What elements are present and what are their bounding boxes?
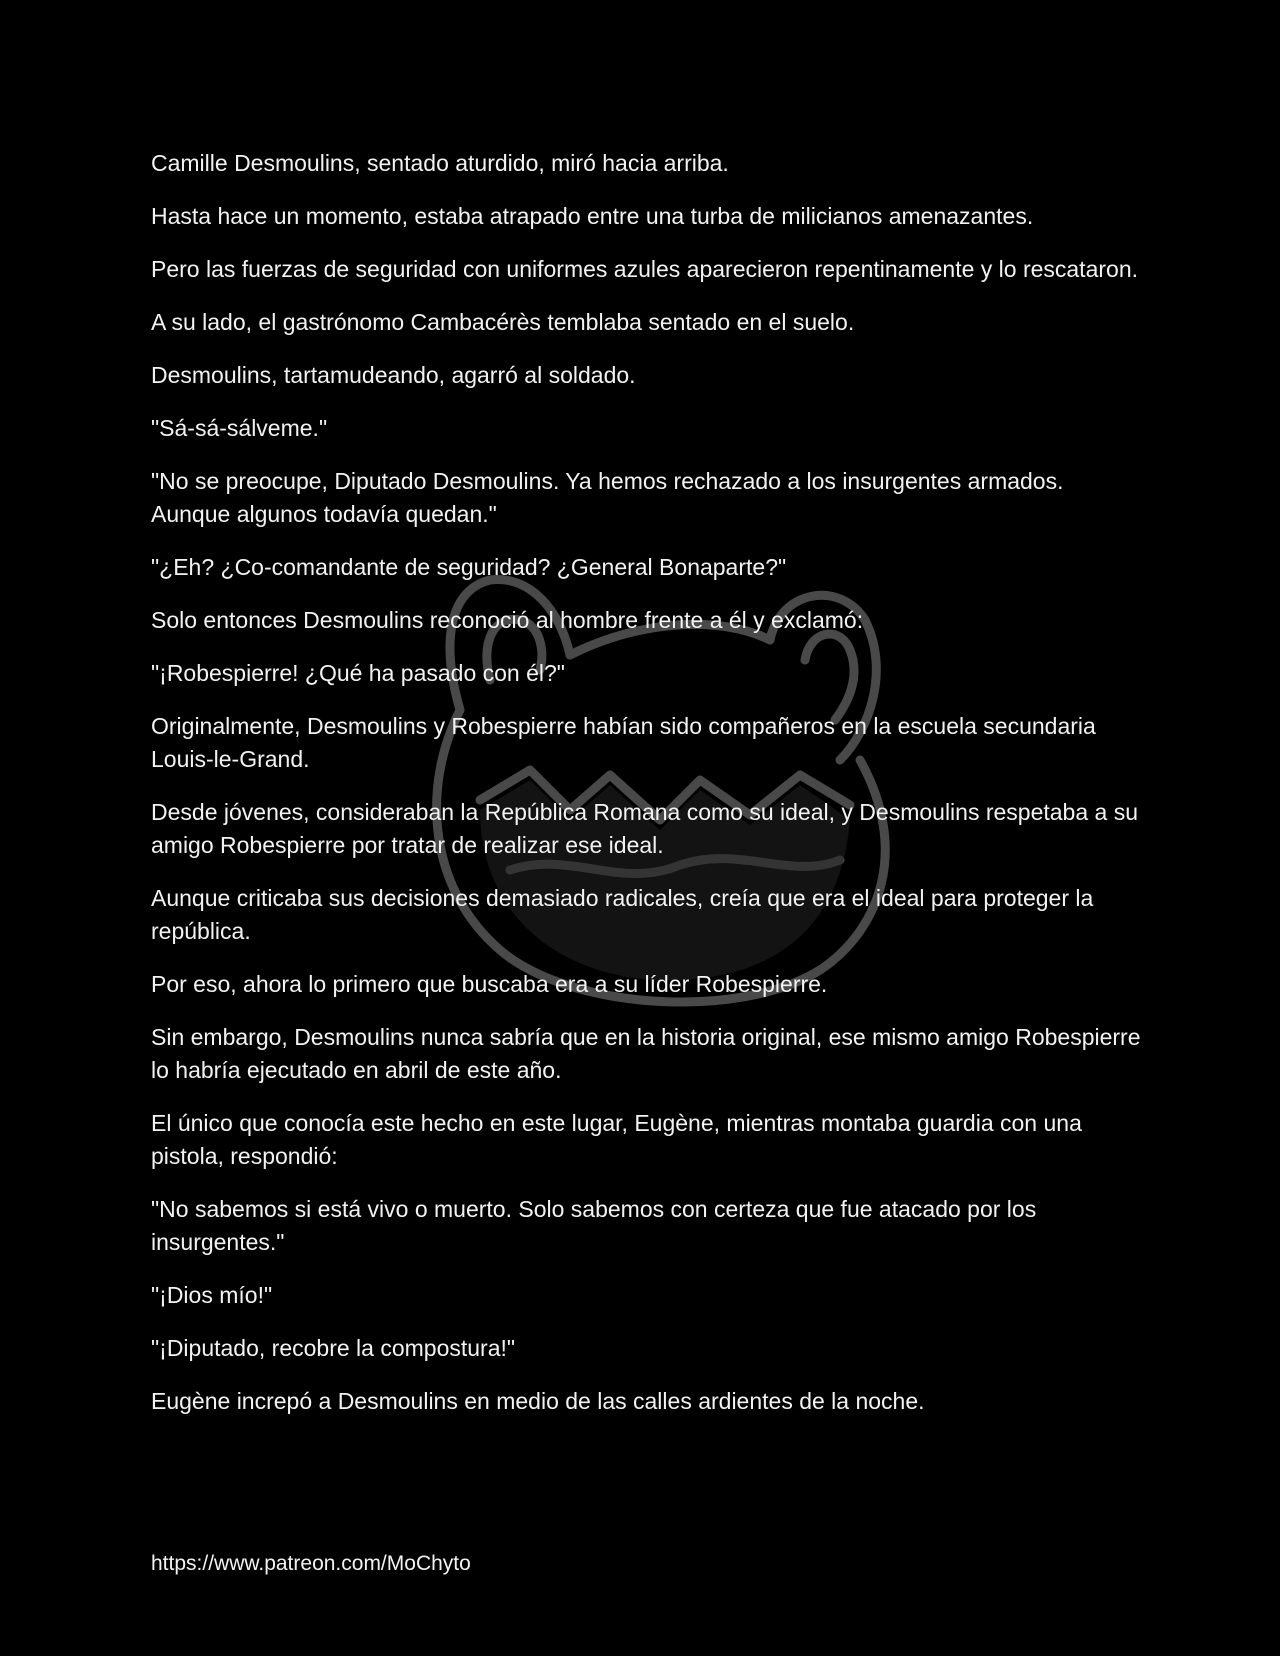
paragraph: Hasta hace un momento, estaba atrapado entre una turba de milicianos amenazantes. (151, 203, 1034, 229)
paragraph: "¿Eh? ¿Co-comandante de seguridad? ¿General Bonaparte?" (151, 554, 787, 580)
paragraph: Eugène increpó a Desmoulins en medio de las calles ardientes de la noche. (151, 1388, 925, 1414)
paragraph: "¡Robespierre! ¿Qué ha pasado con él?" (151, 660, 565, 686)
paragraph: Pero las fuerzas de seguridad con uniformes azules aparecieron repentinamente y lo rescataron. (151, 256, 1139, 282)
paragraph: Solo entonces Desmoulins reconoció al hombre frente a él y exclamó: (151, 607, 864, 633)
paragraph: "¡Dios mío!" (151, 1282, 273, 1308)
patreon-link[interactable]: https://www.patreon.com/MoChyto (151, 1552, 471, 1575)
paragraph: Aunque criticaba sus decisiones demasiado radicales, creía que era el ideal para proteger la república. (151, 885, 1094, 944)
paragraph: "No sabemos si está vivo o muerto. Solo sabemos con certeza que fue atacado por los insurgentes." (151, 1196, 1037, 1255)
paragraph: Camille Desmoulins, sentado aturdido, miró hacia arriba. (151, 150, 729, 176)
paragraph: Desmoulins, tartamudeando, agarró al soldado. (151, 362, 636, 388)
paragraph: Sin embargo, Desmoulins nunca sabría que en la historia original, ese mismo amigo Robespierre lo habría ejecutado en abril de este año. (151, 1024, 1141, 1083)
paragraph: Originalmente, Desmoulins y Robespierre habían sido compañeros en la escuela secundaria Louis-le-Grand. (151, 713, 1096, 772)
paragraph: A su lado, el gastrónomo Cambacérès temblaba sentado en el suelo. (151, 309, 855, 335)
paragraph: "¡Diputado, recobre la compostura!" (151, 1335, 516, 1361)
story-text (151, 147, 1141, 1438)
paragraph: "No se preocupe, Diputado Desmoulins. Ya hemos rechazado a los insurgentes armados. Aunque algunos todavía quedan." (151, 468, 1064, 527)
paragraph: El único que conocía este hecho en este lugar, Eugène, mientras montaba guardia con una pistola, respondió: (151, 1110, 1082, 1169)
paragraph: "Sá-sá-sálveme." (151, 415, 328, 441)
paragraph: Desde jóvenes, consideraban la República Romana como su ideal, y Desmoulins respetaba a su amigo Robespierre por tratar de realizar ese ideal. (151, 799, 1139, 858)
paragraph: Por eso, ahora lo primero que buscaba era a su líder Robespierre. (151, 971, 828, 997)
